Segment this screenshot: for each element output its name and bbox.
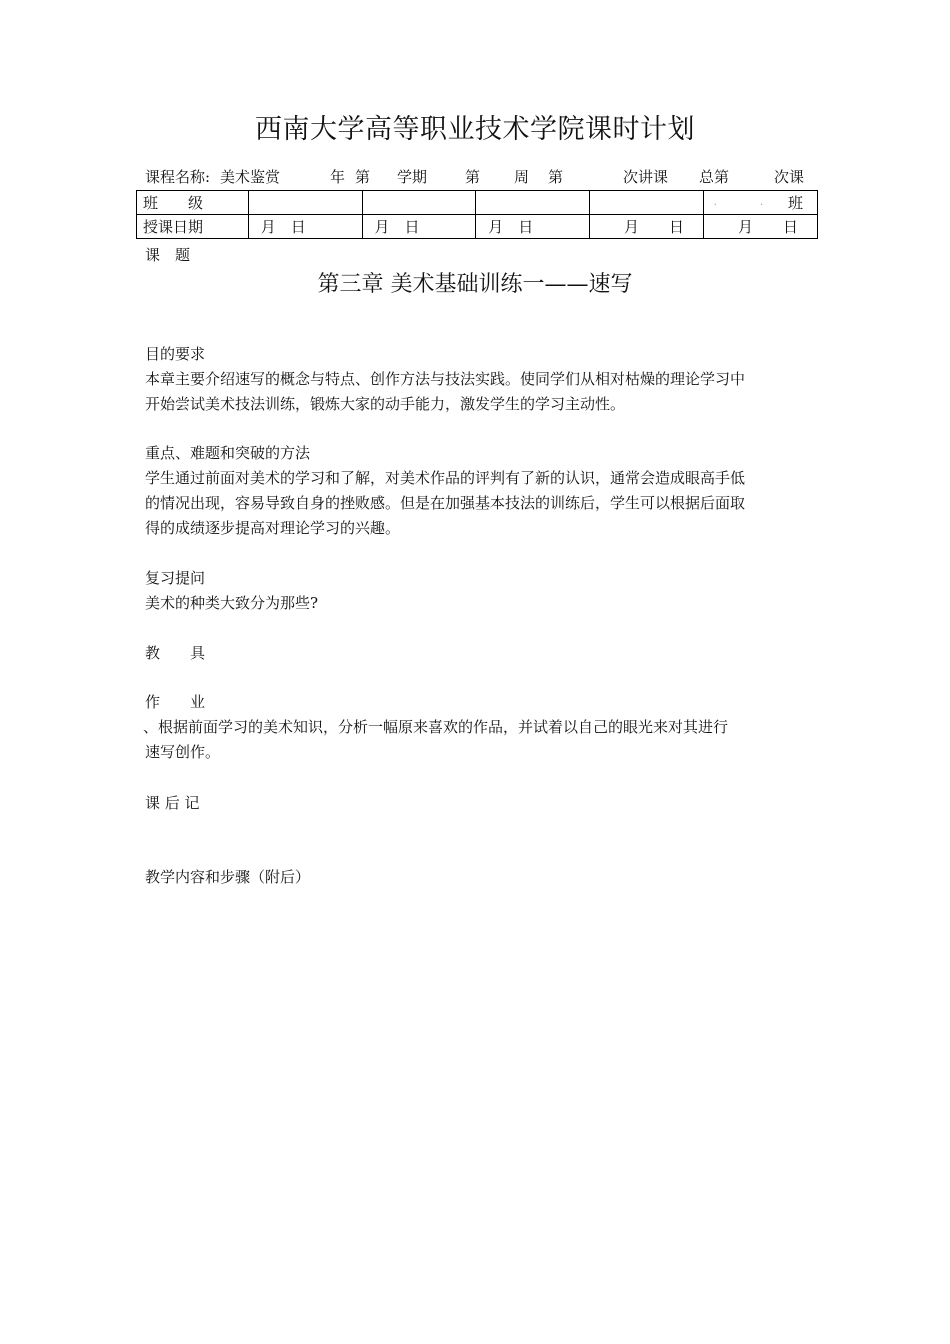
- document-title: 西南大学高等职业技术学院课时计划: [255, 114, 695, 145]
- date-row: [137, 215, 818, 239]
- tools-heading: 教 具: [145, 644, 206, 662]
- objectives-line: 本章主要介绍速写的概念与特点、创作方法与技法实践。使同学们从相对枯燥的理论学习中: [145, 370, 746, 388]
- class-cell-5: [703, 191, 817, 215]
- schedule-table: [136, 190, 818, 239]
- date-cell-1: 月 日: [248, 215, 362, 239]
- course-name-value: 美术鉴赏: [220, 168, 281, 186]
- topic-label: 课 题: [145, 246, 191, 264]
- class-cell-2: [362, 191, 476, 215]
- total-prefix: 总第: [699, 168, 730, 186]
- content-heading: 教学内容和步骤（附后）: [145, 868, 311, 886]
- key-points-heading: 重点、难题和突破的方法: [145, 444, 311, 462]
- date-cell-3: 月 日: [476, 215, 590, 239]
- homework-line: 速写创作。: [145, 743, 221, 761]
- date-label: 授课日期: [137, 215, 249, 239]
- lesson-label: 次课: [774, 168, 805, 186]
- homework-line: 、根据前面学习的美术知识，分析一幅原来喜欢的作品，并试着以自己的眼光来对其进行: [143, 718, 729, 736]
- objectives-heading: 目的要求: [145, 345, 206, 363]
- homework-heading: 作 业: [145, 693, 206, 711]
- key-points-line: 的情况出现，容易导致自身的挫败感。但是在加强基本技法的训练后，学生可以根据后面取: [145, 494, 746, 512]
- class-cell-3: [476, 191, 590, 215]
- date-cell-4: 月 日: [590, 215, 704, 239]
- class-cell-1: [248, 191, 362, 215]
- key-points-line: 得的成绩逐步提高对理论学习的兴趣。: [145, 519, 401, 537]
- semester-label: 学期: [397, 168, 428, 186]
- key-points-text: [145, 466, 810, 541]
- course-name-label: 课程名称:: [145, 168, 211, 186]
- review-question: 美术的种类大致分为那些?: [145, 594, 319, 612]
- objectives-line: 开始尝试美术技法训练，锻炼大家的动手能力，激发学生的学习主动性。: [145, 395, 626, 413]
- lecture-prefix: 第: [548, 168, 564, 186]
- semester-prefix: 第: [355, 168, 371, 186]
- course-info-row: [145, 166, 810, 188]
- homework-text: [143, 715, 728, 765]
- class-row: [137, 191, 818, 215]
- chapter-title: 第三章 美术基础训练一——速写: [317, 272, 633, 297]
- week-prefix: 第: [465, 168, 481, 186]
- key-points-line: 学生通过前面对美术的学习和了解，对美术作品的评判有了新的认识，通常会造成眼高手低: [145, 469, 746, 487]
- objectives-text: [145, 367, 810, 417]
- week-label: 周: [514, 168, 530, 186]
- class-suffix: 班: [787, 194, 803, 212]
- review-heading: 复习提问: [145, 569, 206, 587]
- year-label: 年: [330, 168, 346, 186]
- class-cell-4: [590, 191, 704, 215]
- lecture-label: 次讲课: [623, 168, 669, 186]
- class-label: 班 级: [137, 191, 249, 215]
- afterword-heading: 课 后 记: [145, 794, 200, 812]
- class-dots: · ·: [713, 200, 784, 211]
- date-cell-2: 月 日: [362, 215, 476, 239]
- date-cell-5: 月 日: [703, 215, 817, 239]
